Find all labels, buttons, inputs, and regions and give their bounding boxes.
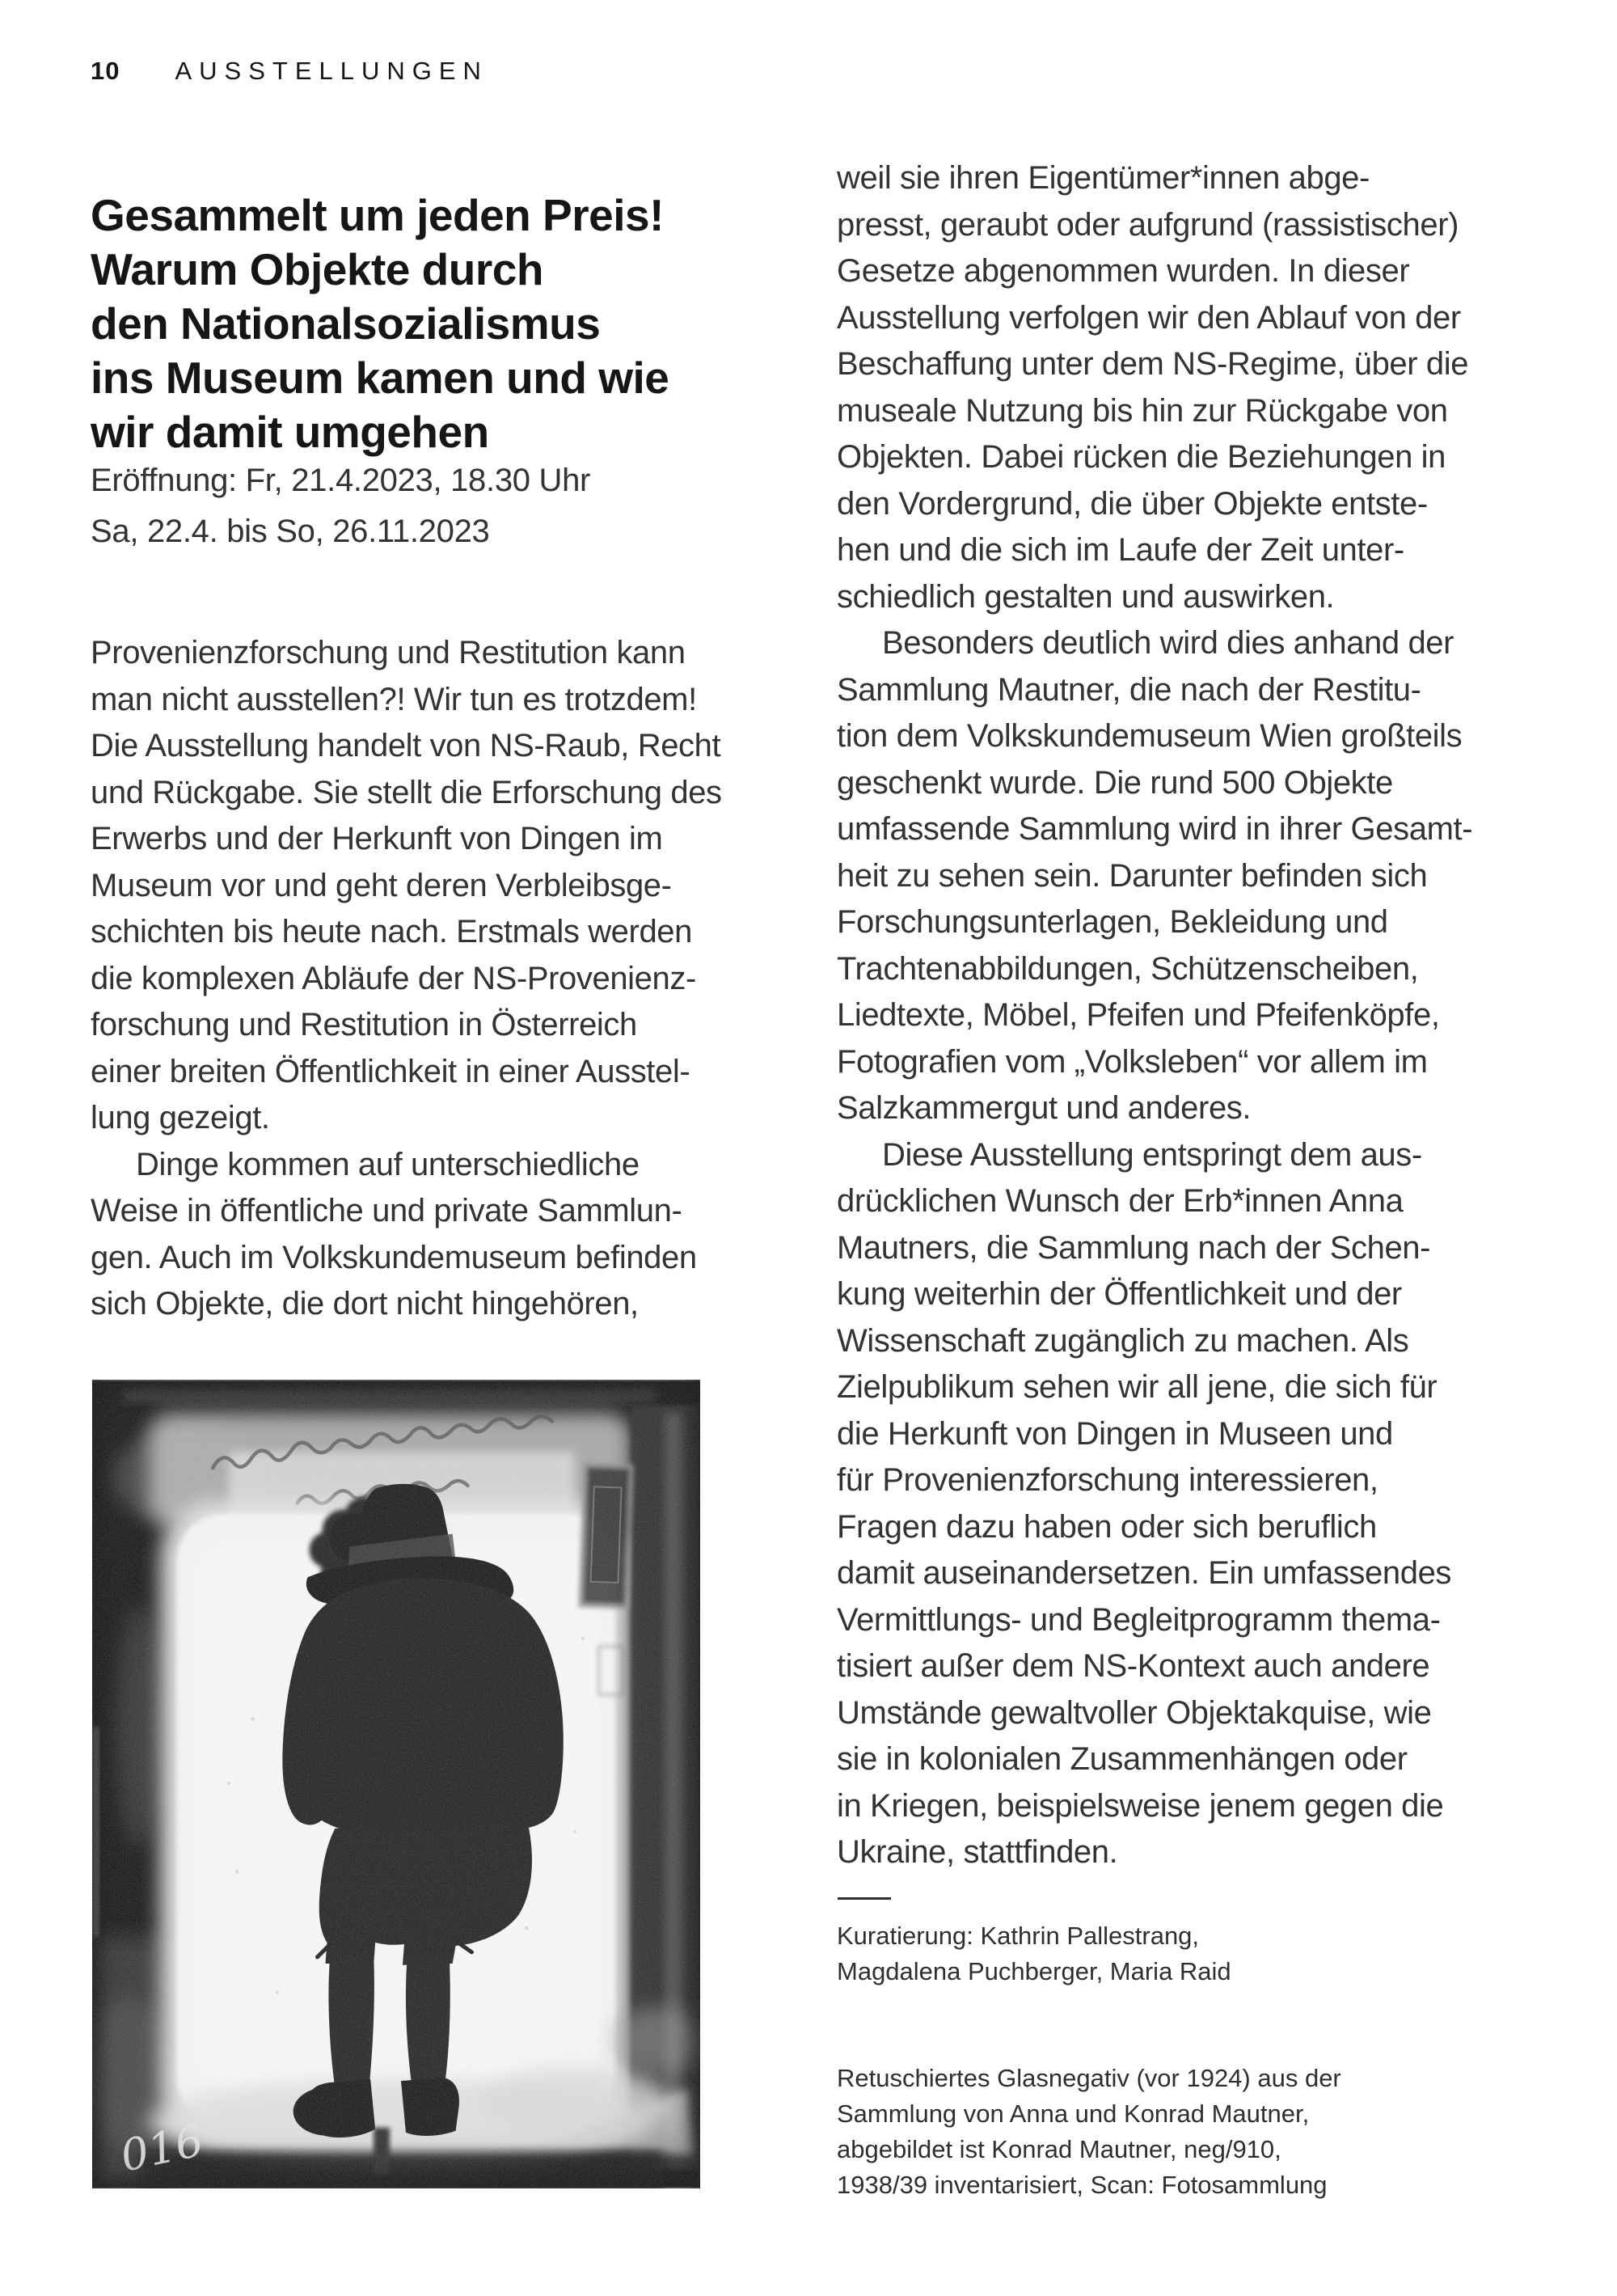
text-line: weil sie ihren Eigentümer*innen abge- xyxy=(837,160,1370,196)
text-line: Beschaffung unter dem NS-Regime, über die xyxy=(837,346,1469,382)
text-line: umfassende Sammlung wird in ihrer Gesamt- xyxy=(837,811,1473,847)
text-line: schiedlich gestalten und auswirken. xyxy=(837,578,1335,615)
text-line: gen. Auch im Volkskundemuseum befinden xyxy=(91,1239,697,1275)
glass-negative-image xyxy=(92,1380,700,2188)
text-line: drücklichen Wunsch der Erb*innen Anna xyxy=(837,1183,1404,1219)
text-line: Diese Ausstellung entspringt dem aus- xyxy=(882,1136,1422,1173)
text-line: Eröffnung: Fr, 21.4.2023, 18.30 Uhr xyxy=(91,463,591,498)
text-line: man nicht ausstellen?! Wir tun es trotzdem! xyxy=(91,681,697,717)
text-line: Objekten. Dabei rücken die Beziehungen in xyxy=(837,439,1446,475)
text-line: Weise in öffentliche und private Sammlun- xyxy=(91,1193,682,1228)
text-line: damit auseinandersetzen. Ein umfassendes xyxy=(837,1555,1452,1591)
text-line: Dinge kommen auf unterschiedliche xyxy=(136,1146,640,1182)
page-header xyxy=(91,57,488,86)
text-line: Wissenschaft zugänglich zu machen. Als xyxy=(837,1322,1409,1359)
text-line: tion dem Volkskundemuseum Wien großteils xyxy=(837,718,1463,754)
text-line: den Nationalsozialismus xyxy=(91,298,601,349)
page-number: 10 xyxy=(91,57,120,85)
text-line: Museum vor und geht deren Verbleibsge- xyxy=(91,867,672,903)
film-grain-overlay xyxy=(92,1381,700,2188)
text-line: Besonders deutlich wird dies anhand der xyxy=(882,625,1454,661)
text-line: abgebildet ist Konrad Mautner, neg/910, xyxy=(837,2135,1281,2163)
text-line: museale Nutzung bis hin zur Rückgabe von xyxy=(837,392,1448,429)
text-line: geschenkt wurde. Die rund 500 Objekte xyxy=(837,764,1393,801)
text-line: lung gezeigt. xyxy=(91,1100,270,1135)
text-line: sich Objekte, die dort nicht hingehören, xyxy=(91,1286,639,1321)
text-line: sie in kolonialen Zusammenhängen oder xyxy=(837,1741,1408,1777)
text-line: Salzkammergut und anderes. xyxy=(837,1090,1252,1126)
text-line: die Herkunft von Dingen in Museen und xyxy=(837,1415,1393,1452)
text-line: Vermittlungs- und Begleitprogramm thema- xyxy=(837,1601,1441,1638)
article-title xyxy=(91,188,842,459)
text-line: Trachtenabbildungen, Schützenscheiben, xyxy=(837,950,1419,987)
text-line: heit zu sehen sein. Darunter befinden sich xyxy=(837,857,1428,894)
text-line: Ukraine, stattfinden. xyxy=(837,1834,1118,1870)
text-line: Erwerbs und der Herkunft von Dingen im xyxy=(91,821,663,856)
text-line: Die Ausstellung handelt von NS-Raub, Recht xyxy=(91,728,721,763)
text-line: kung weiterhin der Öffentlichkeit und der xyxy=(837,1276,1402,1312)
text-line: Sa, 22.4. bis So, 26.11.2023 xyxy=(91,514,490,549)
text-line: presst, geraubt oder aufgrund (rassistischer) xyxy=(837,206,1459,243)
opening-info xyxy=(91,455,590,557)
text-line: für Provenienzforschung interessieren, xyxy=(837,1462,1378,1498)
text-line: in Kriegen, beispielsweise jenem gegen die xyxy=(837,1787,1444,1824)
text-line: tisiert außer dem NS-Kontext auch andere xyxy=(837,1648,1430,1684)
text-line: einer breiten Öffentlichkeit in einer Ausstel- xyxy=(91,1053,690,1089)
text-line: Fragen dazu haben oder sich beruflich xyxy=(837,1508,1377,1545)
text-line: wir damit umgehen xyxy=(91,406,489,457)
text-line: Retuschiertes Glasnegativ (vor 1924) aus der xyxy=(837,2064,1341,2092)
right-column xyxy=(837,155,1605,1876)
text-line: Sammlung von Anna und Konrad Mautner, xyxy=(837,2099,1310,2128)
text-line: forschung und Restitution in Österreich xyxy=(91,1007,637,1042)
text-line: Gesetze abgenommen wurden. In dieser xyxy=(837,253,1410,289)
negative-number: 016 xyxy=(116,2114,209,2182)
divider-rule xyxy=(838,1897,891,1900)
text-line: Warum Objekte durch xyxy=(91,243,543,294)
text-line: Magdalena Puchberger, Maria Raid xyxy=(837,1957,1231,1985)
text-line: Fotografien vom „Volksleben“ vor allem im xyxy=(837,1043,1428,1080)
text-line: Ausstellung verfolgen wir den Ablauf von der xyxy=(837,299,1461,336)
section-title: AUSSTELLUNGEN xyxy=(175,57,488,85)
article-photo xyxy=(92,1380,700,2188)
text-line: den Vordergrund, die über Objekte entste- xyxy=(837,485,1428,522)
text-line: Kuratierung: Kathrin Pallestrang, xyxy=(837,1922,1200,1950)
text-line: Mautners, die Sammlung nach der Schen- xyxy=(837,1229,1431,1266)
photo-caption xyxy=(837,2061,1341,2203)
text-line: und Rückgabe. Sie stellt die Erforschung des xyxy=(91,774,722,810)
text-line: Umstände gewaltvoller Objektakquise, wie xyxy=(837,1694,1432,1731)
text-line: 1938/39 inventarisiert, Scan: Fotosammlung xyxy=(837,2171,1328,2199)
text-line: Liedtexte, Möbel, Pfeifen und Pfeifenköpfe, xyxy=(837,997,1440,1033)
text-line: schichten bis heute nach. Erstmals werden xyxy=(91,914,692,949)
text-line: hen und die sich im Laufe der Zeit unter- xyxy=(837,532,1404,568)
text-line: ins Museum kamen und wie xyxy=(91,352,669,403)
curators xyxy=(837,1918,1231,1989)
text-line: Forschungsunterlagen, Bekleidung und xyxy=(837,904,1388,940)
text-line: die komplexen Abläufe der NS-Provenienz- xyxy=(91,960,696,996)
text-line: Sammlung Mautner, die nach der Restitu- xyxy=(837,671,1421,708)
text-line: Gesammelt um jeden Preis! xyxy=(91,189,664,240)
left-column xyxy=(91,630,851,1328)
text-line: Provenienzforschung und Restitution kann xyxy=(91,635,686,670)
text-line: Zielpublikum sehen wir all jene, die sich für xyxy=(837,1369,1438,1405)
